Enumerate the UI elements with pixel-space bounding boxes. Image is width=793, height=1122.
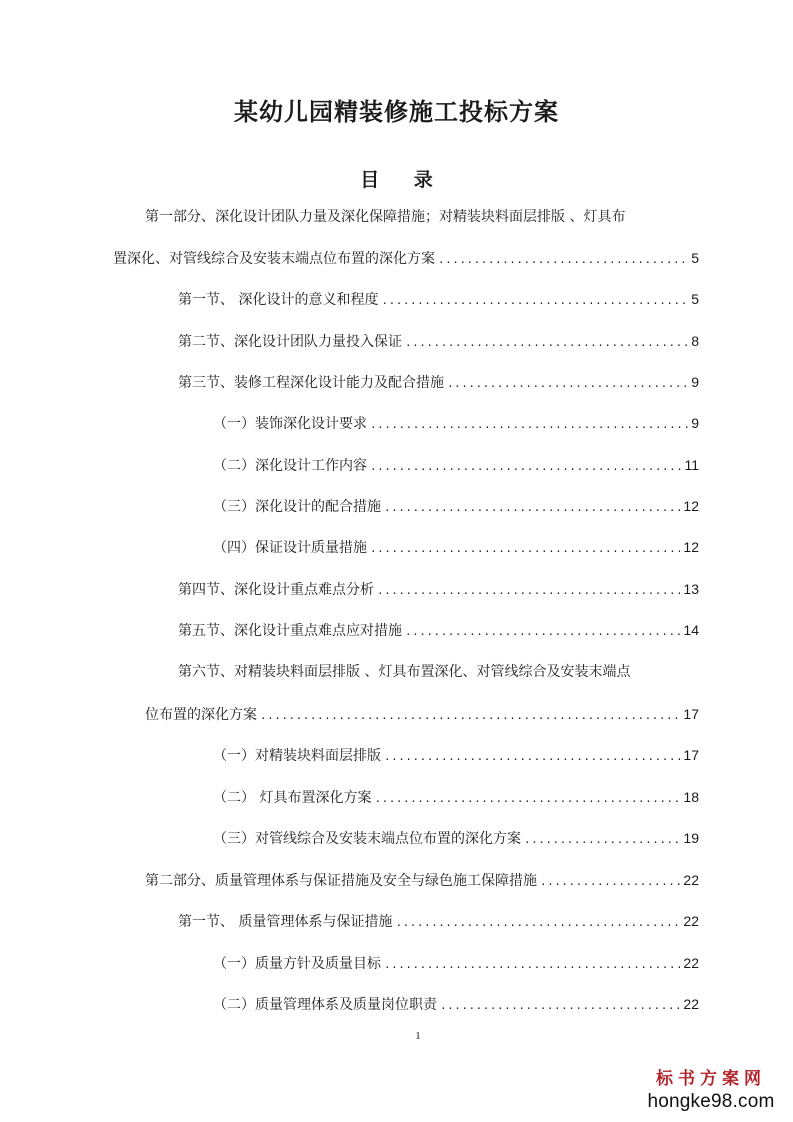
toc-page-number: 19	[683, 830, 699, 846]
toc-entry-s3-4[interactable]	[213, 537, 699, 559]
toc-entry-p2s1-2[interactable]	[213, 994, 699, 1016]
toc-entry-s6-3[interactable]	[213, 828, 699, 850]
toc-page-number: 12	[683, 539, 699, 555]
toc-entry-text: （三）对管线综合及安装末端点位布置的深化方案	[213, 831, 521, 847]
toc-entry-s6-1[interactable]	[213, 745, 699, 767]
toc-entry-s6-2[interactable]	[213, 787, 699, 809]
toc-entry-text: （二）深化设计工作内容	[213, 458, 367, 474]
toc-entry-part2[interactable]	[145, 870, 699, 892]
toc-entry-p2s1[interactable]	[178, 911, 699, 933]
document-title: 某幼儿园精装修施工投标方案	[234, 98, 559, 126]
toc-entry-s3-1[interactable]	[213, 413, 699, 435]
leader-dots	[381, 291, 688, 311]
toc-entry-text: （一）质量方针及质量目标	[213, 956, 381, 972]
toc-entry-text: （三）深化设计的配合措施	[213, 499, 381, 515]
toc-entry-s2[interactable]	[178, 331, 699, 353]
page-number: 1	[415, 1030, 421, 1042]
toc-page-number: 13	[683, 581, 699, 597]
toc-page-number: 8	[691, 333, 699, 349]
leader-dots	[260, 706, 680, 726]
toc-entry-text: （一）装饰深化设计要求	[213, 416, 367, 432]
toc-page-number: 17	[683, 706, 699, 722]
leader-dots	[384, 955, 680, 975]
leader-dots	[374, 789, 680, 809]
toc-entry-text: 置深化、对管线综合及安装末端点位布置的深化方案	[113, 251, 435, 267]
leader-dots	[447, 374, 688, 394]
toc-entry-text: （四）保证设计质量措施	[213, 540, 367, 556]
toc-entry-part1-line1: 第一部分、深化设计团队力量及深化保障措施；对精装块料面层排版 、灯具布	[145, 209, 626, 225]
toc-entry-text: 位布置的深化方案	[145, 707, 257, 723]
toc-page-number: 9	[691, 415, 699, 431]
leader-dots	[524, 830, 680, 850]
leader-dots	[540, 872, 680, 892]
toc-entry-text: （二） 灯具布置深化方案	[213, 790, 372, 806]
toc-page-number: 18	[683, 789, 699, 805]
toc-entry-text: 第二部分、质量管理体系与保证措施及安全与绿色施工保障措施	[145, 873, 537, 889]
toc-entry-s4[interactable]	[178, 579, 699, 601]
toc-entry-text: （二）质量管理体系及质量岗位职责	[213, 997, 437, 1013]
toc-page-number: 22	[683, 955, 699, 971]
toc-page-number: 22	[683, 996, 699, 1012]
leader-dots	[370, 415, 688, 435]
toc-page-number: 17	[683, 747, 699, 763]
toc-page-number: 22	[683, 872, 699, 888]
toc-page-number: 11	[684, 457, 699, 473]
toc-entry-text: 第一节、 质量管理体系与保证措施	[178, 914, 393, 930]
toc-entry-s6-line1: 第六节、对精装块料面层排版 、灯具布置深化、对管线综合及安装末端点	[178, 664, 631, 680]
toc-entry-part1[interactable]	[113, 248, 699, 270]
leader-dots	[384, 498, 680, 518]
toc-entry-text: 第二节、深化设计团队力量投入保证	[178, 334, 402, 350]
toc-entry-text: 第五节、深化设计重点难点应对措施	[178, 623, 402, 639]
watermark-chinese-text: 标书方案网	[656, 1069, 766, 1089]
toc-entry-text: 第三节、装修工程深化设计能力及配合措施	[178, 375, 444, 391]
toc-entry-p2s1-1[interactable]	[213, 953, 699, 975]
toc-page-number: 5	[691, 250, 699, 266]
toc-page-number: 14	[683, 622, 699, 638]
leader-dots	[405, 333, 688, 353]
toc-entry-s3-2[interactable]	[213, 455, 699, 477]
toc-entry-s6[interactable]	[145, 704, 699, 726]
leader-dots	[438, 250, 688, 270]
leader-dots	[384, 747, 680, 767]
toc-entry-s3-3[interactable]	[213, 496, 699, 518]
watermark-url: hongke98.com	[647, 1091, 775, 1112]
leader-dots	[377, 581, 680, 601]
watermark-logo	[641, 1068, 781, 1114]
toc-page-number: 9	[691, 374, 699, 390]
toc-heading: 目 录	[360, 169, 447, 191]
toc-entry-s5[interactable]	[178, 620, 699, 642]
toc-page-number: 22	[683, 913, 699, 929]
toc-entry-text: 第四节、深化设计重点难点分析	[178, 582, 374, 598]
toc-page-number: 12	[683, 498, 699, 514]
leader-dots	[395, 913, 680, 933]
toc-entry-s1[interactable]	[178, 289, 699, 311]
leader-dots	[370, 457, 681, 477]
leader-dots	[370, 539, 680, 559]
leader-dots	[405, 622, 680, 642]
toc-page-number: 5	[691, 291, 699, 307]
leader-dots	[440, 996, 680, 1016]
toc-entry-text: （一）对精装块料面层排版	[213, 748, 381, 764]
toc-entry-text: 第一节、 深化设计的意义和程度	[178, 292, 379, 308]
toc-entry-s3[interactable]	[178, 372, 699, 394]
